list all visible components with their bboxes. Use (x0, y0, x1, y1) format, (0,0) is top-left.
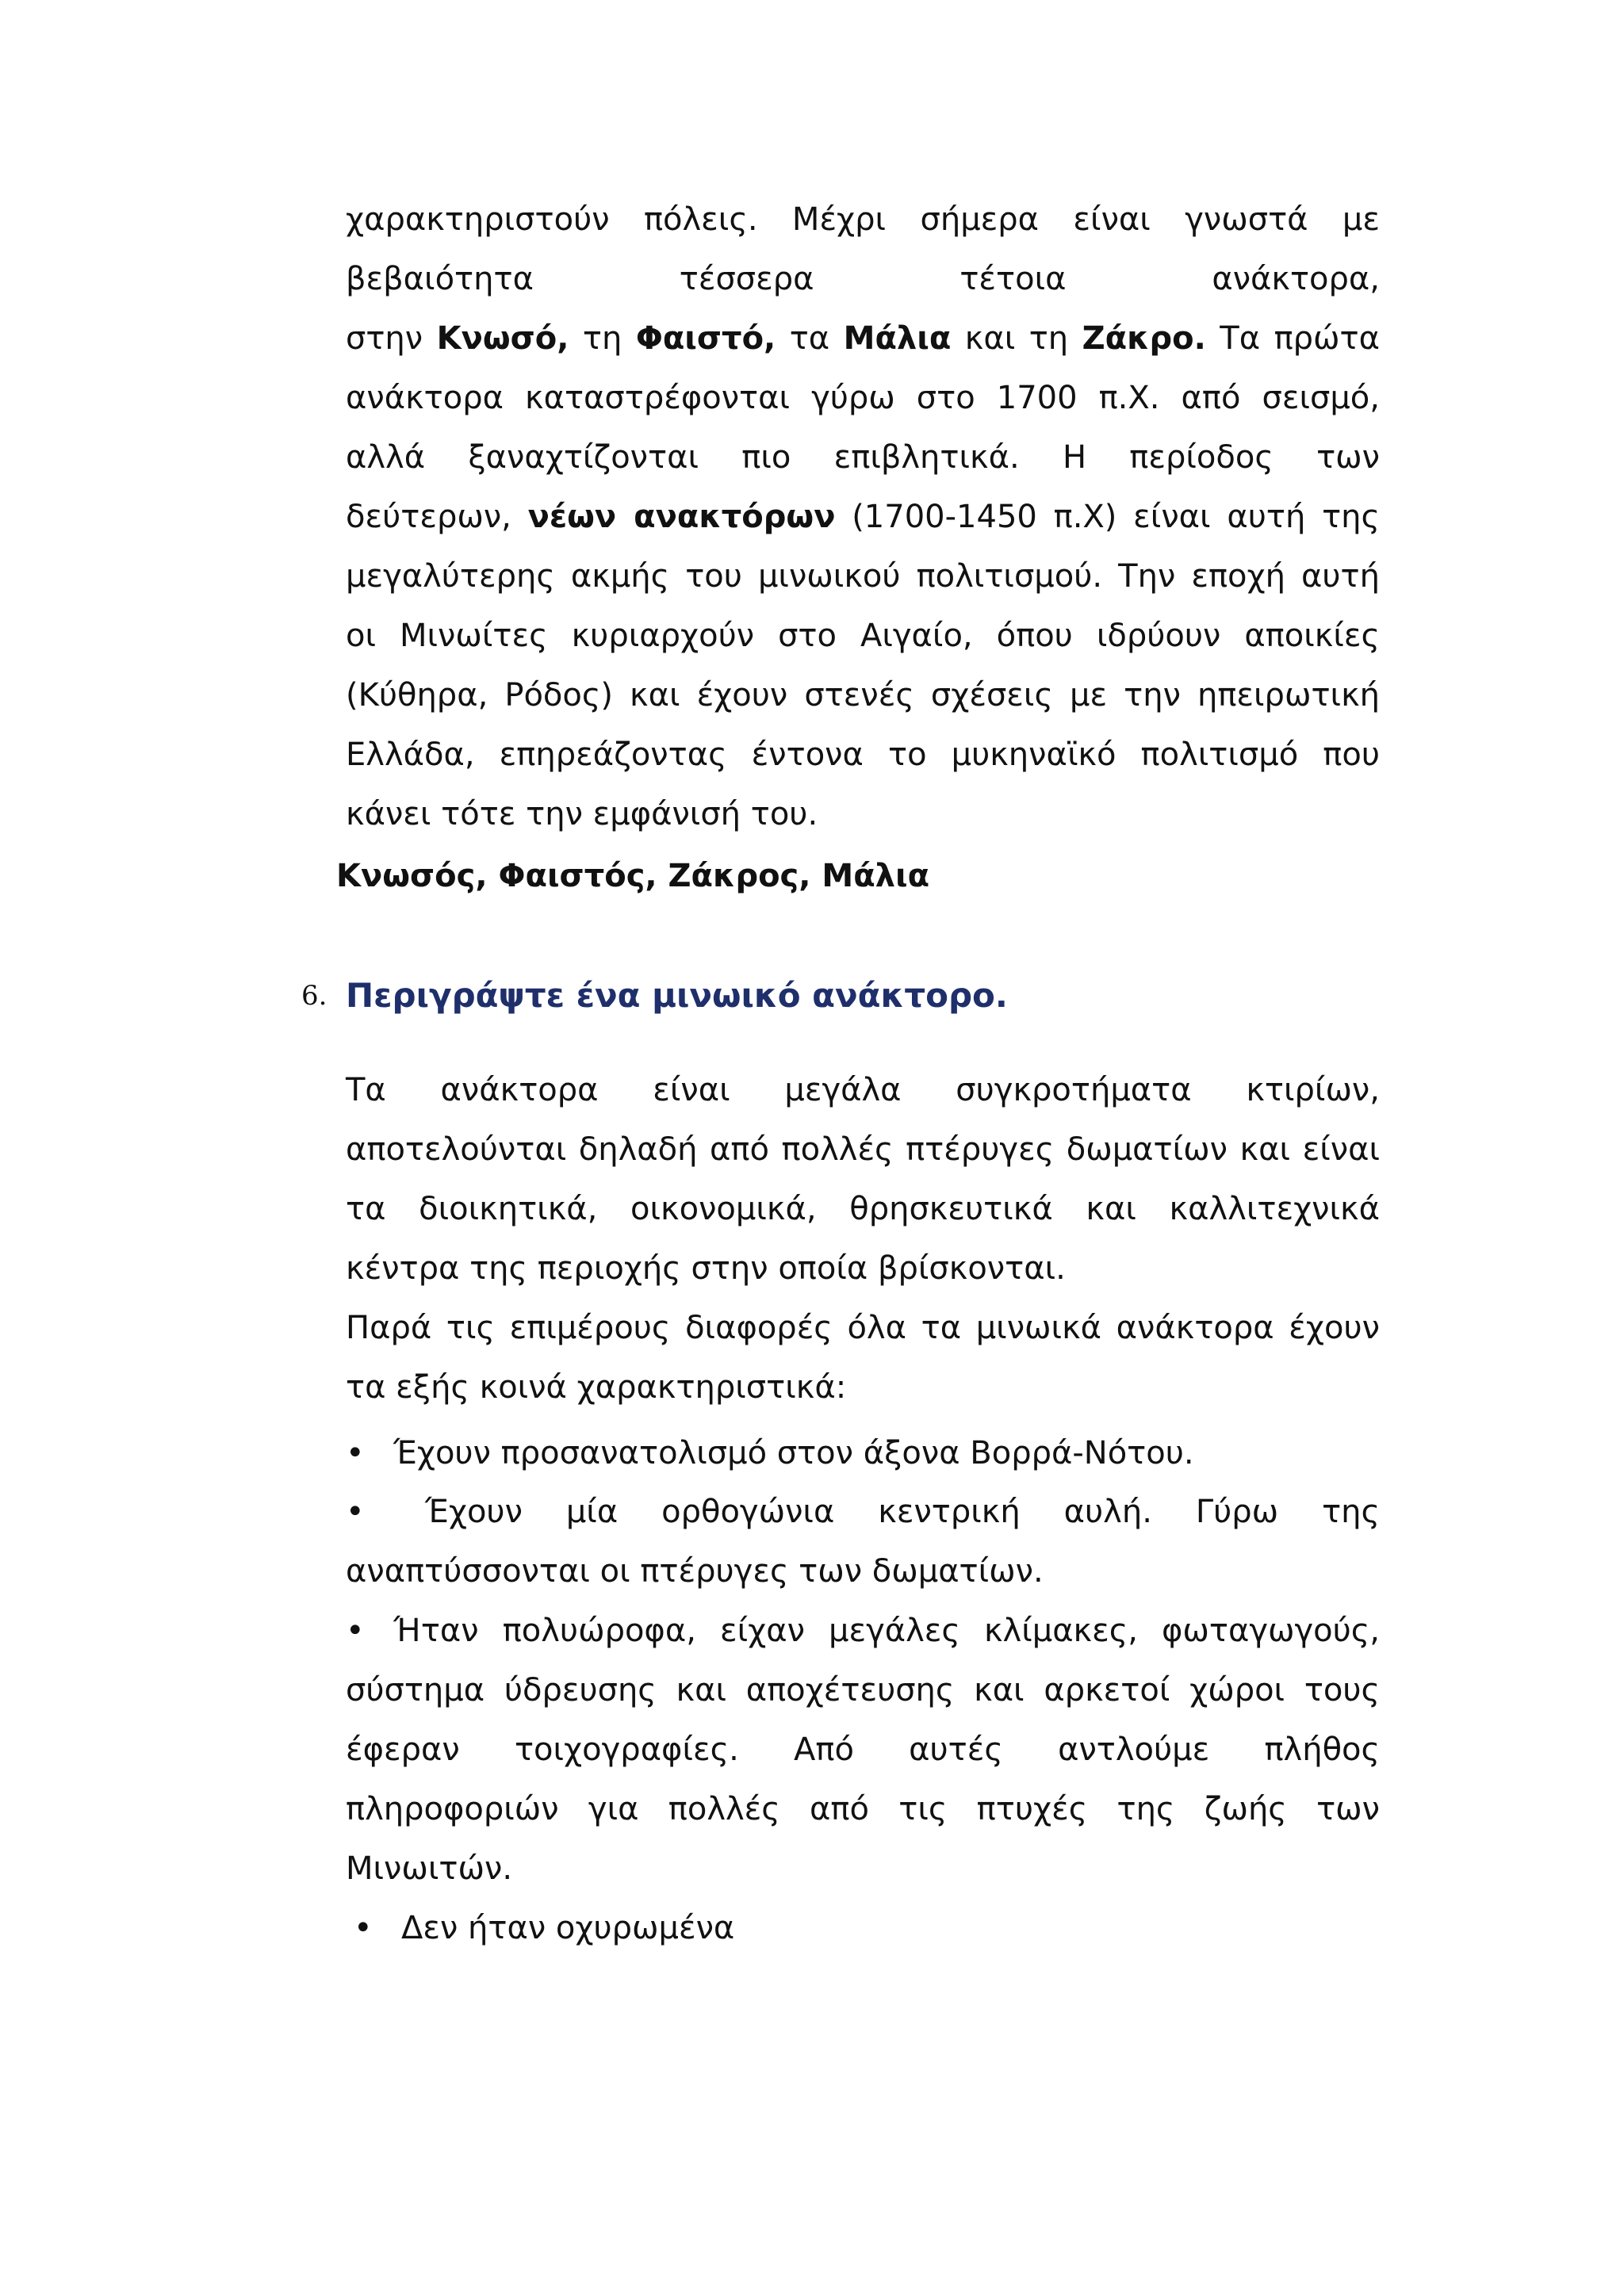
text-line: τα διοικητικά, οικονομικά, θρησκευτικά και καλλιτεχνικά (346, 1191, 1380, 1227)
bold-phaistos: Φαιστό, (635, 320, 776, 357)
text-line: μεγαλύτερης ακμής του μινωικού πολιτισμού. Την εποχή αυτή (346, 558, 1380, 595)
text-line: κάνει τότε την εμφάνισή του. (346, 796, 818, 832)
text-line: (Κύθηρα, Ρόδος) και έχουν στενές σχέσεις με την ηπειρωτική (346, 677, 1380, 714)
bullet-icon: • (346, 1613, 365, 1649)
text-line: ανάκτορα καταστρέφονται γύρω στο 1700 π.Χ. από σεισμό, (346, 380, 1380, 416)
text-line-palaces: στην Κνωσό, τη Φαιστό, τα Μάλια και τη Ζάκρο. Τα πρώτα (346, 320, 1380, 357)
text-line: • Ήταν πολυώροφα, είχαν μεγάλες κλίμακες, φωταγωγούς, (346, 1601, 1380, 1661)
text-line: βεβαιότητα τέσσερα τέτοια ανάκτορα, (346, 261, 1380, 297)
continuation-paragraph (346, 190, 1380, 844)
bold-new-palaces: νέων ανακτόρων (527, 499, 836, 535)
bullet-item (354, 1899, 1388, 1958)
bullet-icon: • (346, 1494, 365, 1530)
bold-malia: Μάλια (843, 320, 952, 357)
question-number: 6. (301, 980, 327, 1012)
text-line: σύστημα ύδρευσης και αποχέτευσης και αρκετοί χώροι τους (346, 1672, 1380, 1709)
text-line: έφεραν τοιχογραφίες. Από αυτές αντλούμε πλήθος (346, 1732, 1380, 1768)
bullet-item (346, 1601, 1380, 1899)
answer-intro-paragraph (346, 1061, 1380, 1418)
text-line: • Έχουν μία ορθογώνια κεντρική αυλή. Γύρω της (346, 1483, 1380, 1542)
question-heading (301, 964, 1411, 1027)
text-line: τα εξής κοινά χαρακτηριστικά: (346, 1369, 847, 1406)
text-line: Μινωιτών. (346, 1850, 513, 1887)
text-line: Παρά τις επιμέρους διαφορές όλα τα μινωικά ανάκτορα έχουν (346, 1310, 1380, 1346)
text-line: • Έχουν προσανατολισμό στον άξονα Βορρά-Νότου. (346, 1424, 1380, 1483)
text-line: κέντρα της περιοχής στην οποία βρίσκονται. (346, 1250, 1066, 1287)
text-line: Τα ανάκτορα είναι μεγάλα συγκροτήματα κτιρίων, (346, 1072, 1380, 1108)
text-line-new-palaces: δεύτερων, νέων ανακτόρων (1700-1450 π.Χ) είναι αυτή της (346, 499, 1380, 535)
text-line: χαρακτηριστούν πόλεις. Μέχρι σήμερα είναι γνωστά με (346, 201, 1380, 238)
text-line: αναπτύσσονται οι πτέρυγες των δωματίων. (346, 1553, 1044, 1590)
text-line: οι Μινωίτες κυριαρχούν στο Αιγαίο, όπου ιδρύουν αποικίες (346, 618, 1380, 654)
bullet-icon: • (346, 1435, 365, 1471)
text-line: πληροφοριών για πολλές από τις πτυχές της ζωής των (346, 1791, 1380, 1827)
bullet-icon: • (354, 1910, 373, 1946)
text-line: Ελλάδα, επηρεάζοντας έντονα το μυκηναϊκό πολιτισμό που (346, 737, 1380, 773)
text-line: • Δεν ήταν οχυρωμένα (354, 1899, 1388, 1958)
question-text: Περιγράψτε ένα μινωικό ανάκτορο. (346, 976, 1008, 1015)
text-line: αποτελούνται δηλαδή από πολλές πτέρυγες δωματίων και είναι (346, 1131, 1380, 1168)
bullet-item (346, 1424, 1380, 1483)
bullet-item (346, 1483, 1380, 1601)
text-line: αλλά ξαναχτίζονται πιο επιβλητικά. Η περίοδος των (346, 439, 1380, 476)
bold-knossos: Κνωσό, (436, 320, 569, 357)
palace-list: Κνωσός, Φαιστός, Ζάκρος, Μάλια (336, 858, 930, 894)
bold-zakros: Ζάκρο. (1082, 320, 1206, 357)
